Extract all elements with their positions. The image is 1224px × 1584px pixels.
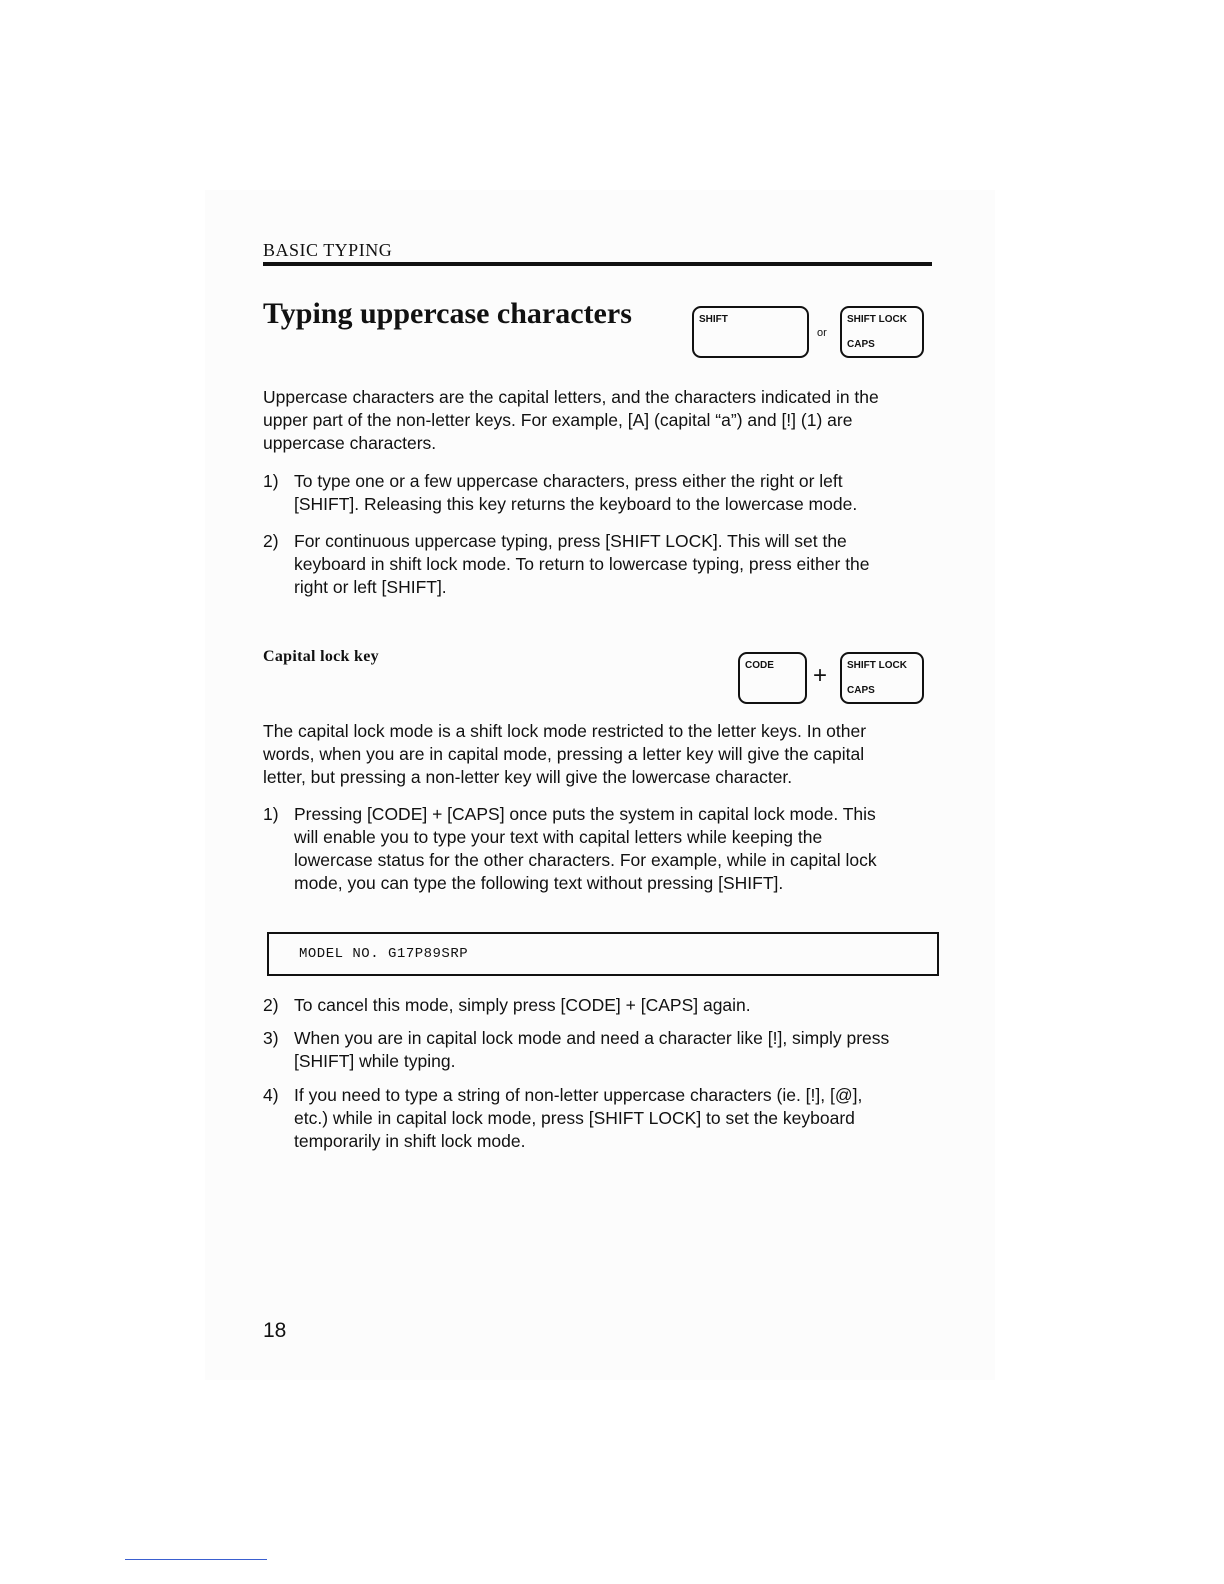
list-item: [263, 803, 931, 895]
running-head: BASIC TYPING: [263, 240, 393, 260]
intro-paragraph: [263, 386, 931, 455]
sample-text: MODEL NO. G17P89SRP: [299, 946, 469, 962]
text-line: [SHIFT] while typing.: [294, 1051, 456, 1071]
decorative-line: [125, 1559, 267, 1560]
text-line: To cancel this mode, simply press [CODE] + [CAPS] again.: [294, 995, 751, 1015]
list-item: [263, 994, 931, 1017]
shift-lock-key-label: SHIFT LOCK: [847, 660, 907, 671]
plus-sign: +: [813, 662, 828, 689]
text-line: lowercase status for the other characters. For example, while in capital lock: [294, 850, 877, 870]
item-text: [294, 530, 931, 599]
item-number: 4): [263, 1085, 279, 1105]
list-item: [263, 470, 931, 516]
caps-key-label: CAPS: [847, 339, 875, 350]
text-line: upper part of the non-letter keys. For example, [A] (capital “a”) and [!] (1) are: [263, 410, 853, 430]
text-line: will enable you to type your text with capital letters while keeping the: [294, 827, 823, 847]
shift-lock-key-icon: [840, 652, 924, 704]
text-line: Pressing [CODE] + [CAPS] once puts the system in capital lock mode. This: [294, 804, 876, 824]
text-line: keyboard in shift lock mode. To return to lowercase typing, press either the: [294, 554, 870, 574]
capital-lock-paragraph: [263, 720, 931, 789]
text-line: The capital lock mode is a shift lock mode restricted to the letter keys. In other: [263, 721, 867, 741]
text-line: For continuous uppercase typing, press [SHIFT LOCK]. This will set the: [294, 531, 847, 551]
list-item: [263, 530, 931, 599]
header-rule: [263, 262, 932, 266]
text-line: [SHIFT]. Releasing this key returns the keyboard to the lowercase mode.: [294, 494, 858, 514]
item-number: 1): [263, 471, 279, 491]
text-line: letter, but pressing a non-letter key will give the lowercase character.: [263, 767, 793, 787]
code-key-icon: [738, 652, 807, 704]
item-number: 2): [263, 995, 279, 1015]
section-title: Typing uppercase characters: [263, 297, 632, 330]
list-item: [263, 1027, 931, 1073]
subsection-title: Capital lock key: [263, 648, 379, 665]
shift-lock-key-label: SHIFT LOCK: [847, 314, 907, 325]
text-line: When you are in capital lock mode and need a character like [!], simply press: [294, 1028, 890, 1048]
shift-lock-key-icon: [840, 306, 924, 358]
item-text: [294, 803, 931, 895]
page-number: 18: [263, 1319, 287, 1342]
text-line: If you need to type a string of non-letter uppercase characters (ie. [!], [@],: [294, 1085, 863, 1105]
code-key-label: CODE: [745, 660, 774, 671]
item-number: 1): [263, 804, 279, 824]
item-text: [294, 1027, 931, 1073]
text-line: words, when you are in capital mode, pressing a letter key will give the capital: [263, 744, 865, 764]
item-number: 3): [263, 1028, 279, 1048]
text-line: To type one or a few uppercase characters, press either the right or left: [294, 471, 843, 491]
text-line: temporarily in shift lock mode.: [294, 1131, 526, 1151]
shift-key-label: SHIFT: [699, 314, 728, 325]
item-text: [294, 1084, 931, 1153]
shift-key-icon: [692, 306, 809, 358]
text-line: mode, you can type the following text without pressing [SHIFT].: [294, 873, 784, 893]
item-text: [294, 994, 931, 1017]
item-number: 2): [263, 531, 279, 551]
sample-text-box: [267, 932, 939, 976]
or-label: or: [817, 327, 827, 339]
list-item: [263, 1084, 931, 1153]
text-line: uppercase characters.: [263, 433, 437, 453]
text-line: right or left [SHIFT].: [294, 577, 447, 597]
item-text: [294, 470, 931, 516]
text-line: etc.) while in capital lock mode, press [SHIFT LOCK] to set the keyboard: [294, 1108, 855, 1128]
text-line: Uppercase characters are the capital letters, and the characters indicated in the: [263, 387, 879, 407]
caps-key-label: CAPS: [847, 685, 875, 696]
